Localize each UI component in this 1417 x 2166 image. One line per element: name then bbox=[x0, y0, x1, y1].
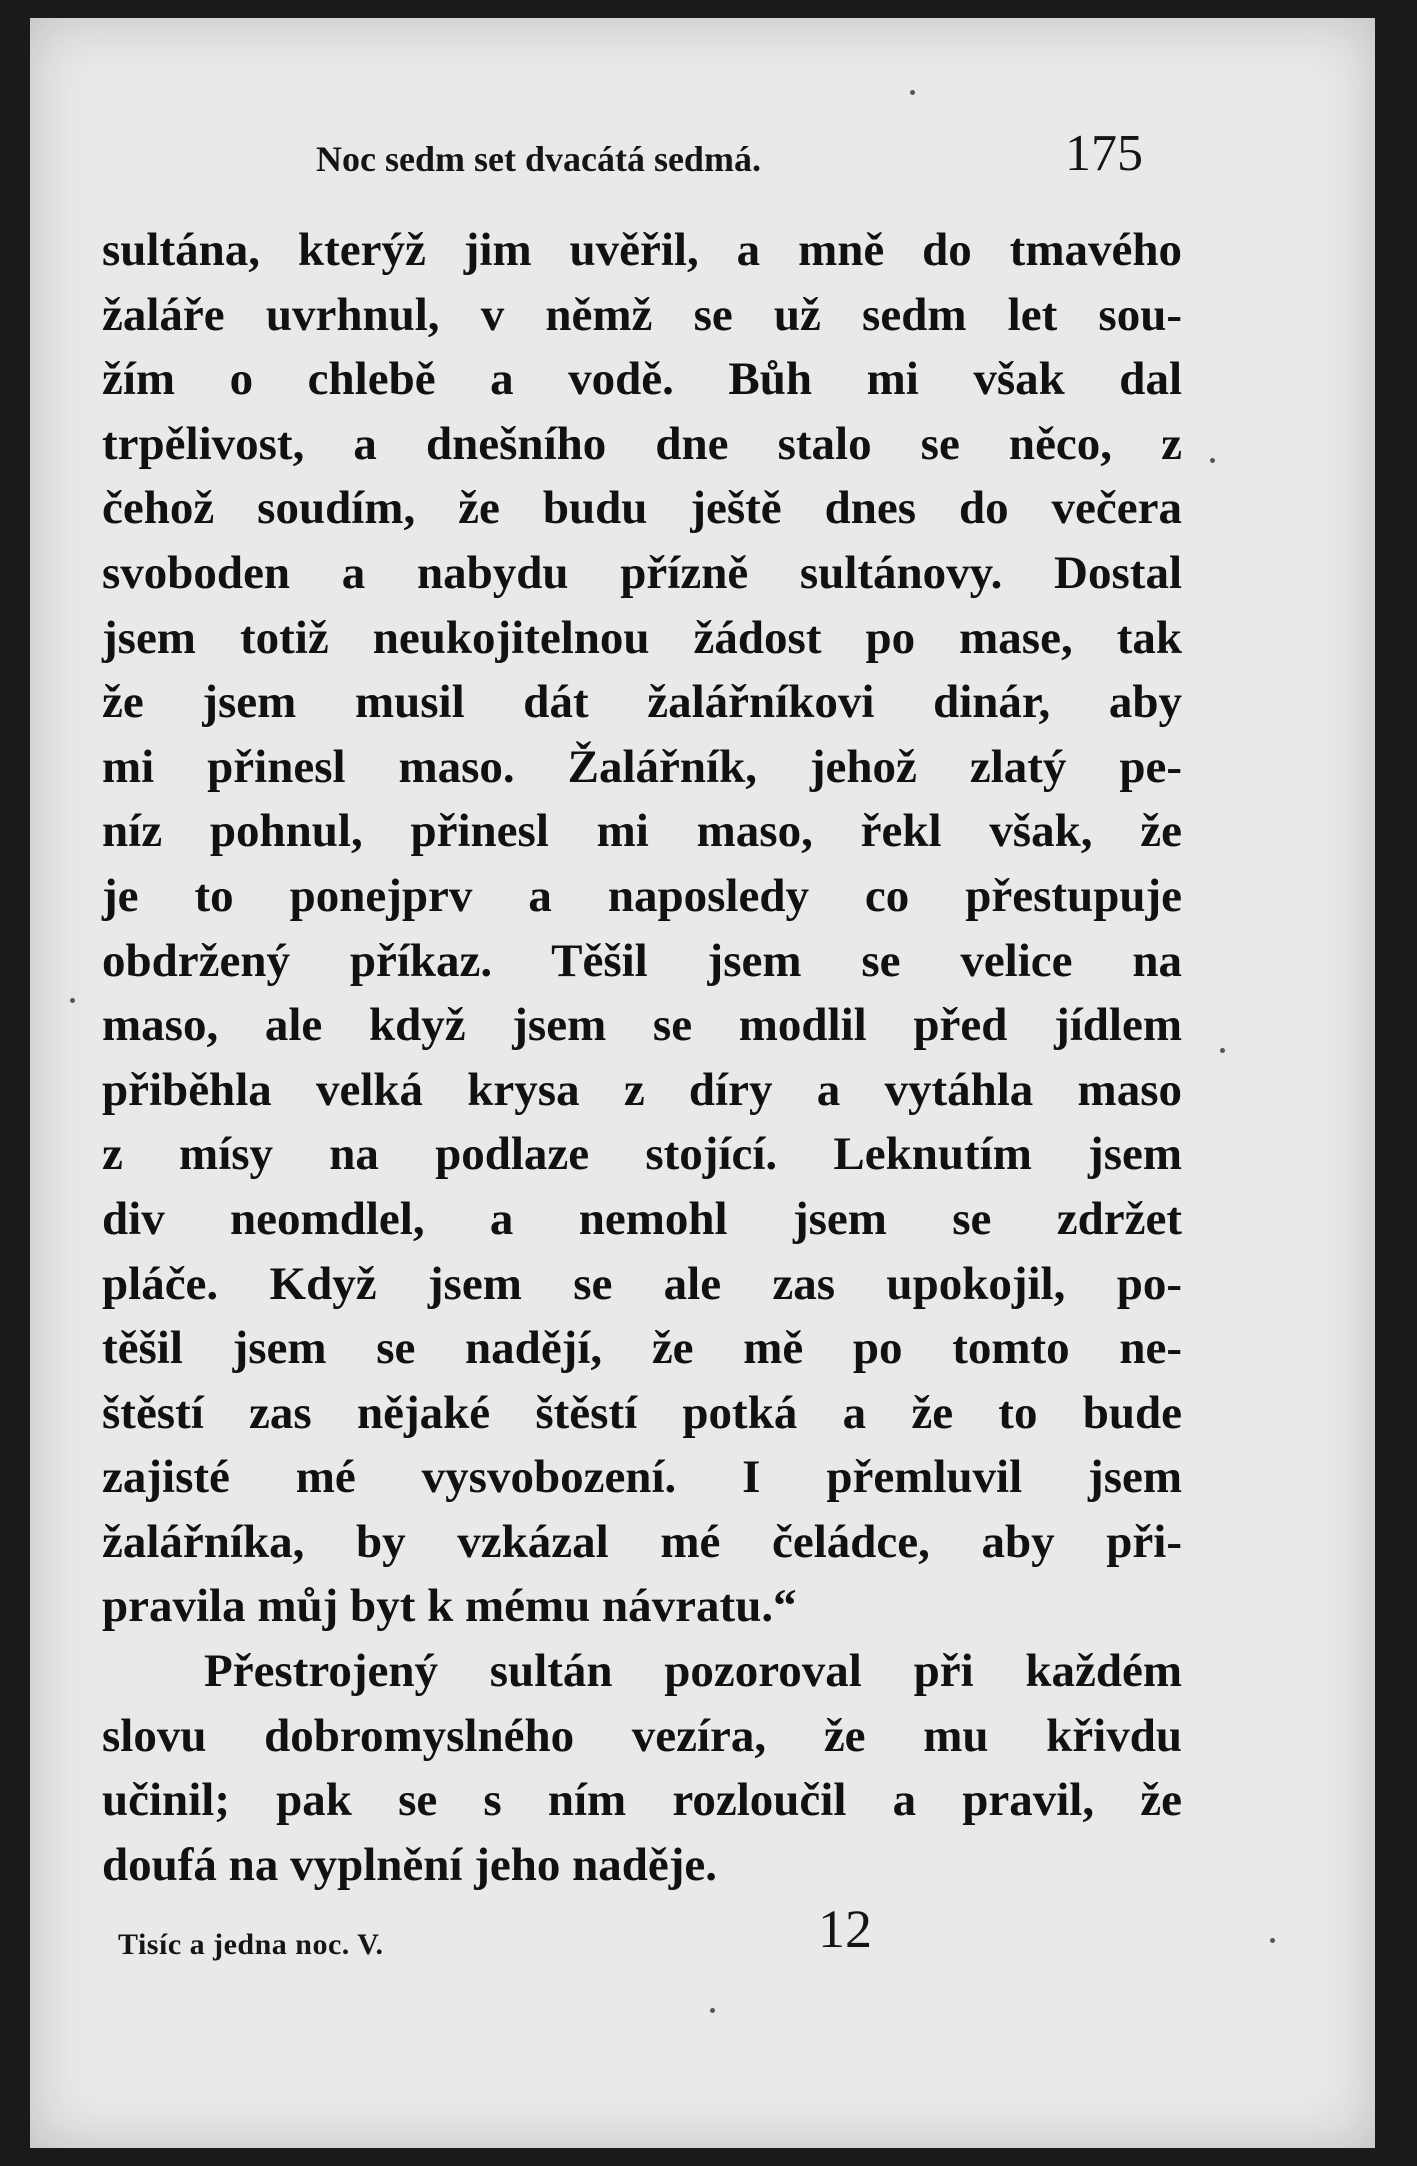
paper-speck bbox=[910, 90, 915, 95]
text-line: že jsem musil dát žalářníkovi dinár, aby bbox=[102, 676, 1182, 729]
paper-speck bbox=[1210, 458, 1215, 463]
paper-speck bbox=[1220, 1048, 1225, 1053]
running-title: Noc sedm set dvacátá sedmá. bbox=[316, 139, 761, 179]
text-line: pravila můj byt k mému návratu.“ bbox=[102, 1580, 797, 1633]
paper-speck bbox=[70, 998, 75, 1003]
paper-speck bbox=[710, 2008, 715, 2013]
text-line: zajisté mé vysvobození. I přemluvil jsem bbox=[102, 1451, 1182, 1504]
text-line: žalářníka, by vzkázal mé čeládce, aby při- bbox=[102, 1515, 1182, 1568]
text-line: žaláře uvrhnul, v němž se už sedm let sou- bbox=[102, 288, 1182, 341]
text-line: slovu dobromyslného vezíra, že mu křivdu bbox=[102, 1709, 1182, 1762]
paragraph-start-line: Přestrojený sultán pozoroval při každém bbox=[204, 1645, 1182, 1698]
text-line: čehož soudím, že budu ještě dnes do večera bbox=[102, 482, 1182, 535]
text-line: jsem totiž neukojitelnou žádost po mase, tak bbox=[102, 611, 1182, 664]
text-line: trpělivost, a dnešního dne stalo se něco, z bbox=[102, 417, 1182, 470]
text-line: doufá na vyplnění jeho naděje. bbox=[102, 1838, 718, 1891]
text-line: svoboden a nabydu přízně sultánovy. Dostal bbox=[102, 546, 1182, 599]
text-line: obdržený příkaz. Těšil jsem se velice na bbox=[102, 934, 1182, 987]
text-line: mi přinesl maso. Žalářník, jehož zlatý pe- bbox=[102, 740, 1182, 793]
text-line: přiběhla velká krysa z díry a vytáhla maso bbox=[102, 1063, 1182, 1116]
signature-mark: 12 bbox=[818, 1899, 872, 1959]
text-line: učinil; pak se s ním rozloučil a pravil, že bbox=[102, 1774, 1182, 1827]
paper-speck bbox=[1270, 1938, 1275, 1943]
text-line: žím o chlebě a vodě. Bůh mi však dal bbox=[102, 353, 1182, 406]
text-line: sultána, kterýž jim uvěřil, a mně do tmavého bbox=[102, 224, 1182, 276]
text-line: níz pohnul, přinesl mi maso, řekl však, že bbox=[102, 805, 1182, 858]
text-line: štěstí zas nějaké štěstí potká a že to bude bbox=[102, 1386, 1182, 1439]
text-line: pláče. Když jsem se ale zas upokojil, po- bbox=[102, 1257, 1182, 1310]
text-line: těšil jsem se nadějí, že mě po tomto ne- bbox=[102, 1322, 1182, 1375]
text-line: z mísy na podlaze stojící. Leknutím jsem bbox=[102, 1128, 1182, 1181]
text-line: div neomdlel, a nemohl jsem se zdržet bbox=[102, 1192, 1182, 1245]
signature-line: Tisíc a jedna noc. V. bbox=[118, 1928, 384, 1961]
text-line: maso, ale když jsem se modlil před jídlem bbox=[102, 999, 1182, 1052]
text-line: je to ponejprv a naposledy co přestupuje bbox=[102, 869, 1182, 922]
body-text bbox=[102, 218, 1182, 1897]
page-number: 175 bbox=[1065, 125, 1143, 182]
book-page bbox=[30, 18, 1375, 2148]
